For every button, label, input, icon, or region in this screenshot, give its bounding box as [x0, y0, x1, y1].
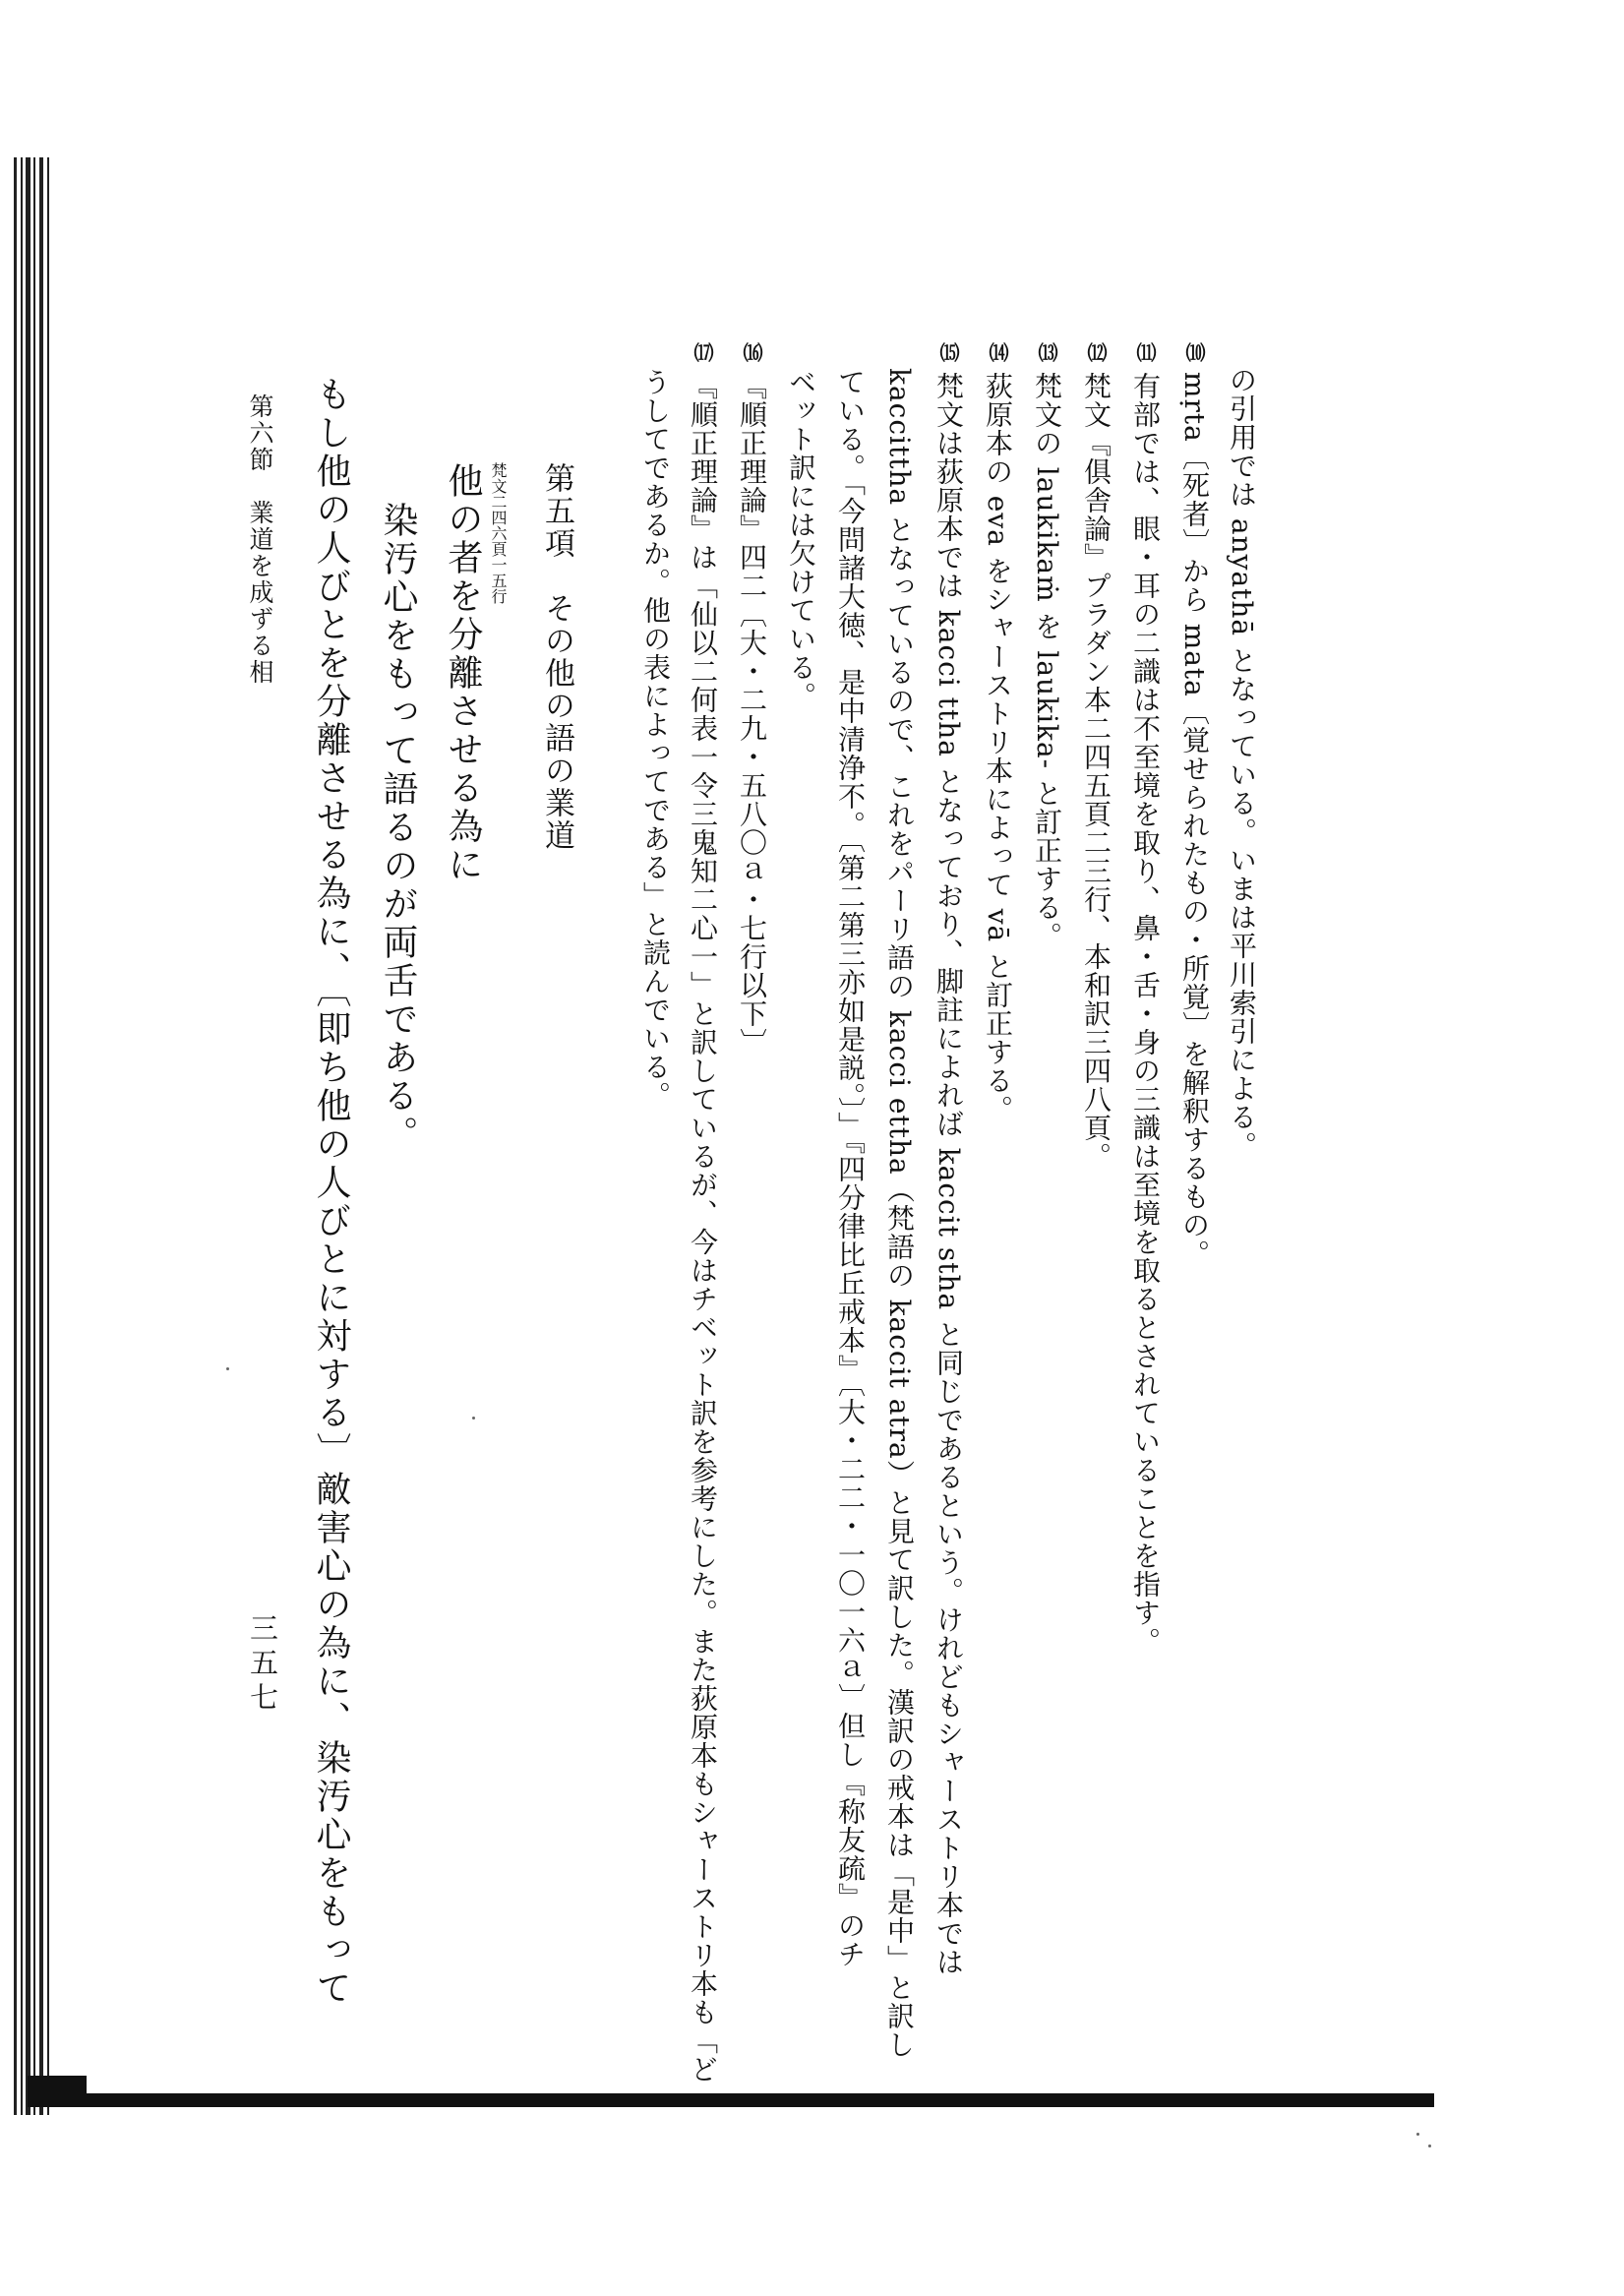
note-16: ⒃ 『順正理論』四二〔大・二九・五八〇ａ・七行以下〕 [736, 342, 768, 1057]
note-15-cont: ている。「今問諸大徳、是中清浄不。〔第二第三亦如是説。〕」『四分律比丘戒本』〔大・二二・一〇一六ａ〕但し『称友疏』のチ [834, 368, 867, 1968]
note-17: ⒄ 『順正理論』は「仙以二何表一令三鬼知二心一」と訳しているが、今はチベット訳を参考にした。また荻原本もシャーストリ本も「ど [687, 342, 719, 2084]
running-head: 第六節 業道を成ずる相 [246, 393, 274, 686]
note-number: ⒁ [986, 342, 1009, 362]
note-15-cont: ベット訳には欠けている。 [785, 368, 817, 710]
source-reference: 梵文二四六頁一五行 [489, 462, 508, 604]
body-text-line: 他の者を分離させる為に [443, 462, 483, 884]
note-12: ⑿ 梵文『俱舎論』プラダン本二四五頁二三行、本和訳三四八頁。 [1080, 342, 1113, 1171]
note-number: ⒃ [740, 342, 763, 362]
section-heading: 第五項 その他の語の業道 [539, 462, 574, 852]
note-number: ⒂ [936, 342, 960, 362]
note-13: ⒀ 梵文の laukikaṁ を laukika- と訂正する。 [1031, 342, 1063, 951]
binding-edge [14, 157, 53, 2115]
scan-speck [1416, 2133, 1419, 2136]
note-number: ⒄ [691, 342, 714, 362]
note-14: ⒁ 荻原本の eva をシャーストリ本によって vā と訂正する。 [982, 342, 1014, 1124]
note-number: ⑾ [1133, 342, 1157, 362]
scan-speck [472, 1417, 475, 1420]
scan-speck [226, 1367, 229, 1370]
note-15: ⒂ 梵文は荻原本では kacci ttha となっており、脚註によれば kaccit stha と同じであるという。けれどもシャーストリ本では [932, 342, 965, 1977]
note-11: ⑾ 有部では、眼・耳の二識は不至境を取り、鼻・舌・身の三識は至境を取るとされていることを指す。 [1129, 342, 1162, 1656]
scan-speck [1428, 2145, 1431, 2147]
note-number: ⑽ [1182, 342, 1206, 362]
note-10: ⑽ mṛta〔死者〕から mata〔覚せられたもの・所覚〕を解釈するもの。 [1178, 342, 1211, 1268]
note-line: の引用では anyathā となっている。いまは平川索引による。 [1226, 366, 1258, 1161]
note-17-cont: うしてであるか。他の表によってである」と読んでいる。 [639, 368, 672, 1110]
body-text-line: もし他の人びとを分離させる為に、〔即ち他の人びとに対する〕敵害心の為に、染汚心をもって [311, 376, 351, 2008]
note-15-cont: kaccittha となっているので、これをパーリ語の kacci ettha（梵語の kaccit atra）と見て訳した。漢訳の戒本は「是中」と訳し [883, 368, 916, 2059]
body-text-line: 染汚心をもって語るのが両舌である。 [378, 502, 418, 1154]
page-number: 三五七 [246, 1613, 279, 1717]
note-number: ⒀ [1035, 342, 1058, 362]
scan-bottom-edge [28, 2093, 1434, 2107]
scan-corner [28, 2076, 87, 2107]
note-number: ⑿ [1084, 342, 1108, 362]
